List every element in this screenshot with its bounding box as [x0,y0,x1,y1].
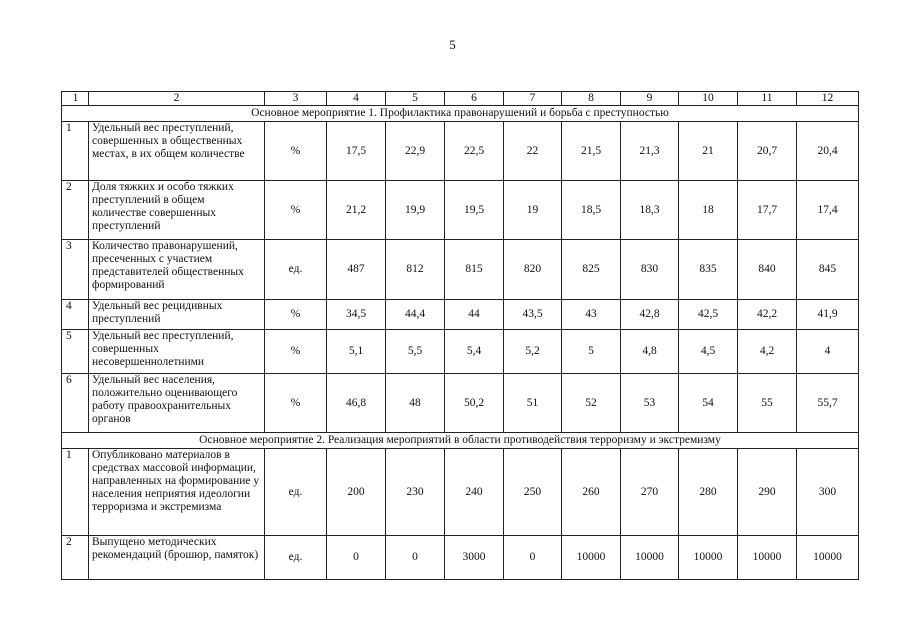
indicator-name: Выпущено методических рекомендаций (брошюр, памяток) [89,536,265,580]
value-cell: 4 [797,330,859,374]
value-cell: 5 [562,330,621,374]
value-cell: 43,5 [504,300,562,330]
value-cell: 250 [504,449,562,536]
value-cell: 815 [445,240,504,300]
value-cell: 48 [386,374,445,433]
column-header: 8 [562,92,621,106]
table-row [62,449,859,536]
value-cell: 845 [797,240,859,300]
value-cell: 290 [738,449,797,536]
page-number: 5 [449,37,456,52]
table-row [62,300,859,330]
indicator-name: Удельный вес населения, положительно оценивающего работу правоохранительных органов [89,374,265,433]
value-cell: 50,2 [445,374,504,433]
unit-cell: % [265,374,327,433]
value-cell: 240 [445,449,504,536]
column-header: 3 [265,92,327,106]
indicator-name: Удельный вес рецидивных преступлений [89,300,265,330]
value-cell: 18,3 [621,181,679,240]
unit-cell: % [265,300,327,330]
row-number: 3 [62,240,89,300]
value-cell: 42,8 [621,300,679,330]
value-cell: 4,5 [679,330,738,374]
row-number: 2 [62,536,89,580]
value-cell: 0 [386,536,445,580]
section-header-row [62,106,859,122]
value-cell: 53 [621,374,679,433]
column-header: 9 [621,92,679,106]
value-cell: 43 [562,300,621,330]
value-cell: 46,8 [327,374,386,433]
value-cell: 10000 [738,536,797,580]
value-cell: 5,5 [386,330,445,374]
value-cell: 5,1 [327,330,386,374]
indicator-name: Количество правонарушений, пресеченных с участием представителей общественных формирований [89,240,265,300]
unit-cell: % [265,181,327,240]
value-cell: 487 [327,240,386,300]
value-cell: 4,2 [738,330,797,374]
value-cell: 19 [504,181,562,240]
value-cell: 280 [679,449,738,536]
unit-cell: % [265,122,327,181]
row-number: 5 [62,330,89,374]
value-cell: 10000 [679,536,738,580]
section-title: Основное мероприятие 2. Реализация мероприятий в области противодействия терроризму и экстремизму [62,433,859,449]
table-row [62,330,859,374]
value-cell: 0 [504,536,562,580]
value-cell: 54 [679,374,738,433]
indicator-name: Удельный вес преступлений, совершенных несовершеннолетними [89,330,265,374]
value-cell: 55,7 [797,374,859,433]
value-cell: 18 [679,181,738,240]
indicator-name: Доля тяжких и особо тяжких преступлений в общем количестве совершенных преступлений [89,181,265,240]
value-cell: 10000 [562,536,621,580]
column-header: 4 [327,92,386,106]
value-cell: 260 [562,449,621,536]
column-number-row [62,92,859,106]
value-cell: 17,5 [327,122,386,181]
value-cell: 3000 [445,536,504,580]
column-header: 12 [797,92,859,106]
value-cell: 20,4 [797,122,859,181]
indicators-table [61,91,859,580]
row-number: 1 [62,449,89,536]
value-cell: 51 [504,374,562,433]
value-cell: 0 [327,536,386,580]
value-cell: 21 [679,122,738,181]
value-cell: 22,9 [386,122,445,181]
value-cell: 230 [386,449,445,536]
value-cell: 19,5 [445,181,504,240]
value-cell: 830 [621,240,679,300]
column-header: 10 [679,92,738,106]
value-cell: 21,2 [327,181,386,240]
table-row [62,181,859,240]
value-cell: 18,5 [562,181,621,240]
value-cell: 17,4 [797,181,859,240]
value-cell: 10000 [621,536,679,580]
value-cell: 21,5 [562,122,621,181]
unit-cell: ед. [265,449,327,536]
table-row [62,240,859,300]
value-cell: 42,5 [679,300,738,330]
value-cell: 44 [445,300,504,330]
value-cell: 52 [562,374,621,433]
row-number: 4 [62,300,89,330]
value-cell: 840 [738,240,797,300]
value-cell: 4,8 [621,330,679,374]
unit-cell: ед. [265,240,327,300]
value-cell: 41,9 [797,300,859,330]
row-number: 1 [62,122,89,181]
indicator-name: Удельный вес преступлений, совершенных в общественных местах, в их общем количестве [89,122,265,181]
section-title: Основное мероприятие 1. Профилактика правонарушений и борьба с преступностью [62,106,859,122]
column-header: 7 [504,92,562,106]
value-cell: 42,2 [738,300,797,330]
value-cell: 300 [797,449,859,536]
value-cell: 835 [679,240,738,300]
value-cell: 5,2 [504,330,562,374]
table-row [62,122,859,181]
table-body [62,92,859,580]
value-cell: 44,4 [386,300,445,330]
column-header: 6 [445,92,504,106]
column-header: 2 [89,92,265,106]
column-header: 11 [738,92,797,106]
table-row [62,374,859,433]
value-cell: 22 [504,122,562,181]
column-header: 1 [62,92,89,106]
value-cell: 22,5 [445,122,504,181]
section-header-row [62,433,859,449]
value-cell: 34,5 [327,300,386,330]
value-cell: 200 [327,449,386,536]
value-cell: 812 [386,240,445,300]
table-row [62,536,859,580]
value-cell: 21,3 [621,122,679,181]
value-cell: 55 [738,374,797,433]
unit-cell: ед. [265,536,327,580]
row-number: 6 [62,374,89,433]
value-cell: 10000 [797,536,859,580]
value-cell: 20,7 [738,122,797,181]
value-cell: 5,4 [445,330,504,374]
row-number: 2 [62,181,89,240]
value-cell: 17,7 [738,181,797,240]
indicator-name: Опубликовано материалов в средствах массовой информации, направленных на формирование у населения неприятия идеологии терроризма и экстремизма [89,449,265,536]
value-cell: 19,9 [386,181,445,240]
value-cell: 270 [621,449,679,536]
value-cell: 825 [562,240,621,300]
unit-cell: % [265,330,327,374]
column-header: 5 [386,92,445,106]
value-cell: 820 [504,240,562,300]
